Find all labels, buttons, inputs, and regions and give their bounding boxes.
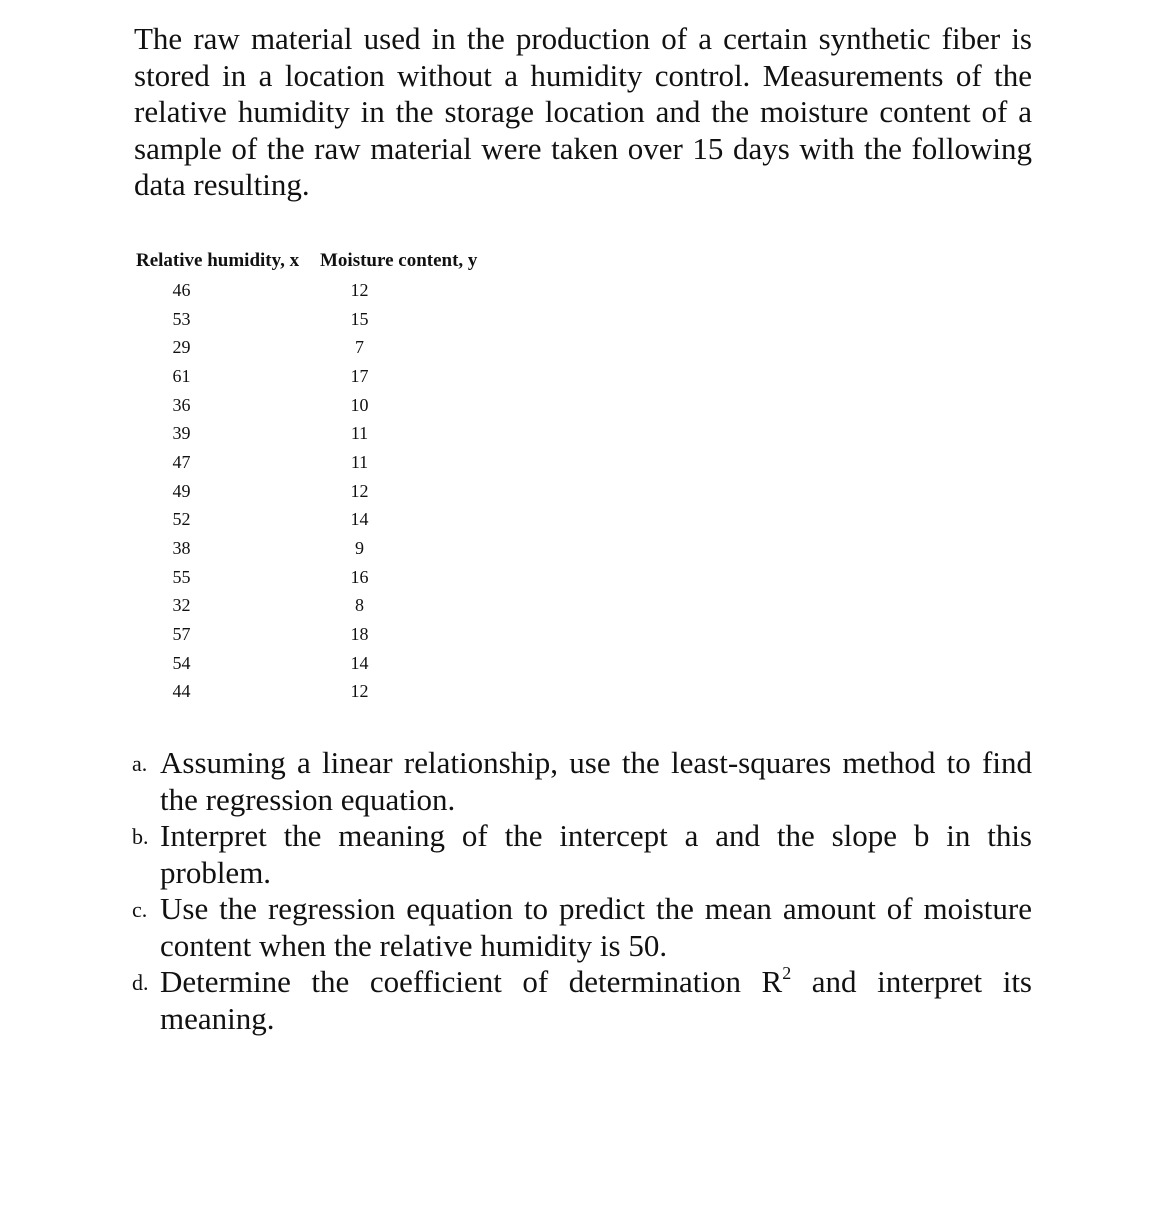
- table-row: [136, 649, 496, 678]
- table-row: [136, 477, 496, 506]
- cell-humidity: 32: [172, 595, 191, 616]
- table-row: [136, 448, 496, 477]
- table-row: [136, 333, 496, 362]
- table-row: [136, 362, 496, 391]
- cell-moisture: 18: [350, 624, 369, 645]
- cell-humidity: 49: [172, 480, 191, 501]
- cell-humidity: 47: [172, 451, 191, 472]
- table-row: [136, 391, 496, 420]
- question-item-a: [132, 745, 1032, 818]
- question-marker: a.: [132, 751, 148, 776]
- cell-moisture: 12: [350, 681, 369, 702]
- table-row: [136, 563, 496, 592]
- question-item-d: [132, 964, 1032, 1037]
- cell-humidity: 55: [172, 566, 191, 587]
- question-text: Assuming a linear relationship, use the least-squares method to find the regression equation.: [160, 745, 1032, 817]
- table-row: [136, 620, 496, 649]
- question-list: [132, 745, 1032, 1037]
- cell-humidity: 36: [172, 394, 191, 415]
- problem-statement: The raw material used in the production of a certain synthetic fiber is stored in a location without a humidity control. Measurements of the relative humidity in the storage location and the moisture content of a sample of the raw material were taken over 15 days with the following data resulting.: [134, 21, 1032, 202]
- cell-moisture: 14: [350, 652, 369, 673]
- table-row: [136, 534, 496, 563]
- cell-humidity: 54: [172, 652, 191, 673]
- cell-moisture: 7: [355, 337, 364, 358]
- header-moisture-content: Moisture content, y: [320, 250, 478, 271]
- cell-moisture: 12: [350, 279, 369, 300]
- cell-moisture: 17: [350, 365, 369, 386]
- question-text: Interpret the meaning of the intercept a and the slope b in this problem.: [160, 818, 1032, 890]
- table-row: [136, 678, 496, 707]
- table-row: [136, 506, 496, 535]
- question-item-b: [132, 818, 1032, 891]
- question-text-before: Determine the coefficient of determination R: [160, 964, 783, 999]
- cell-moisture: 9: [355, 538, 364, 559]
- cell-humidity: 39: [172, 423, 191, 444]
- cell-humidity: 29: [172, 337, 191, 358]
- table-row: [136, 276, 496, 305]
- cell-humidity: 52: [172, 509, 191, 530]
- cell-humidity: 53: [172, 308, 191, 329]
- question-text-after: and interpret its meaning.: [160, 964, 1032, 1036]
- question-marker: c.: [132, 897, 148, 922]
- question-marker: b.: [132, 824, 149, 849]
- cell-moisture: 11: [350, 451, 369, 472]
- cell-humidity: 57: [172, 624, 191, 645]
- cell-humidity: 61: [172, 365, 191, 386]
- cell-humidity: 38: [172, 538, 191, 559]
- question-item-c: [132, 891, 1032, 964]
- cell-humidity: 44: [172, 681, 191, 702]
- cell-moisture: 8: [355, 595, 364, 616]
- header-relative-humidity: Relative humidity, x: [136, 250, 300, 271]
- question-text: Use the regression equation to predict the mean amount of moisture content when the relative humidity is 50.: [160, 891, 1032, 963]
- question-marker: d.: [132, 970, 149, 995]
- cell-moisture: 14: [350, 509, 369, 530]
- data-table: [136, 246, 496, 706]
- cell-moisture: 11: [350, 423, 369, 444]
- table-row: [136, 305, 496, 334]
- cell-moisture: 15: [350, 308, 369, 329]
- superscript-two: 2: [782, 963, 792, 983]
- cell-moisture: 10: [350, 394, 369, 415]
- cell-moisture: 12: [350, 480, 369, 501]
- table-header-row: [136, 246, 496, 276]
- cell-humidity: 46: [172, 279, 191, 300]
- table-row: [136, 419, 496, 448]
- table-row: [136, 592, 496, 621]
- cell-moisture: 16: [350, 566, 369, 587]
